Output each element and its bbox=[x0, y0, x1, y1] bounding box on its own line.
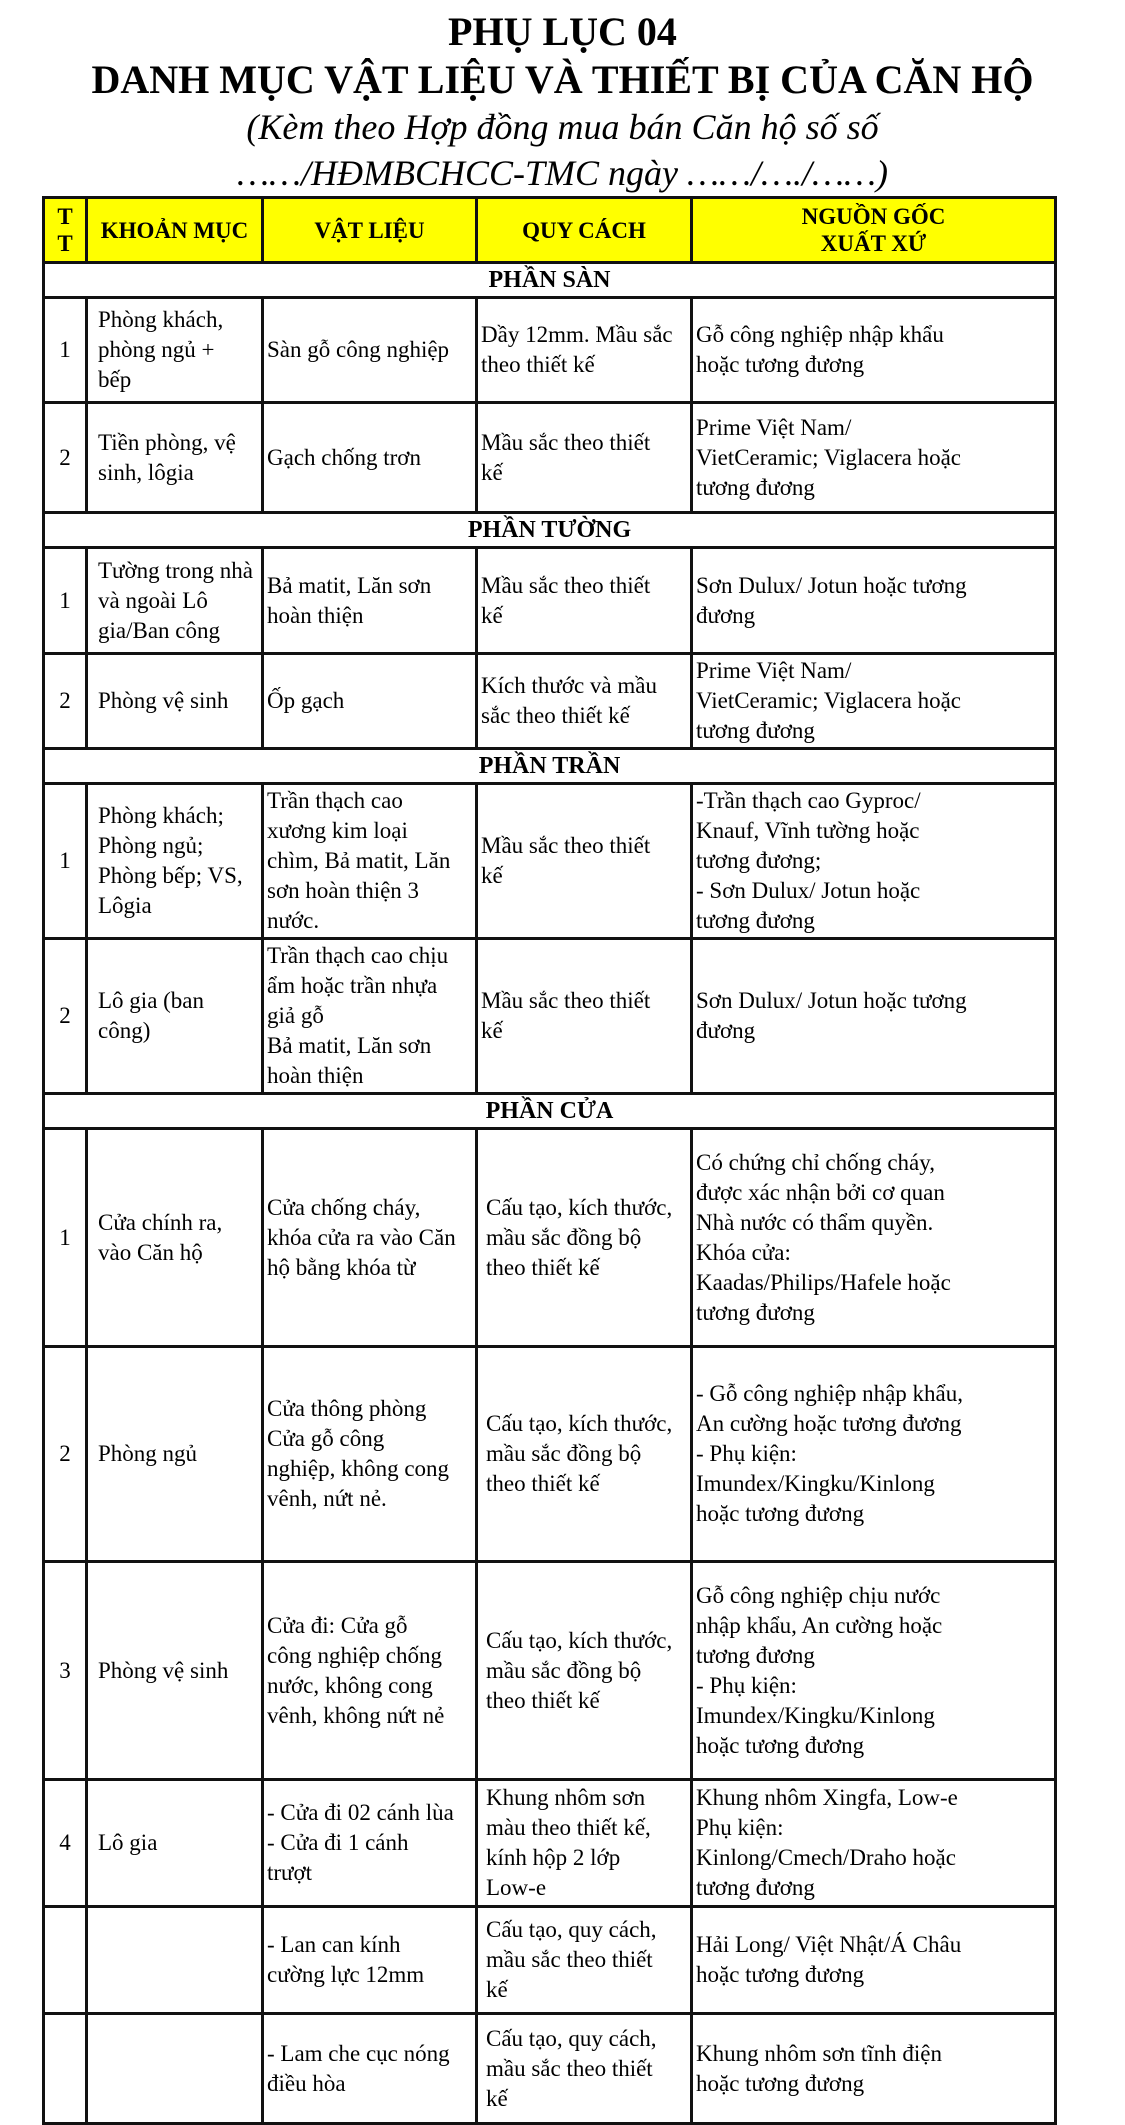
cell-vat-lieu-line: hoàn thiện bbox=[267, 602, 364, 628]
cell-nguon-goc bbox=[692, 939, 1056, 1094]
cell-tt: 2 bbox=[44, 939, 87, 1094]
table-row bbox=[44, 654, 1056, 749]
cell-vat-lieu-line: trượt bbox=[267, 1860, 313, 1885]
cell-nguon-goc-line: đương bbox=[696, 1018, 756, 1043]
cell-nguon-goc-line: hoặc tương đương bbox=[696, 1501, 865, 1526]
cell-khoan-muc bbox=[87, 1347, 263, 1562]
cell-khoan-muc bbox=[87, 403, 263, 513]
cell-vat-lieu bbox=[263, 784, 477, 939]
cell-tt: 1 bbox=[44, 298, 87, 403]
table-row bbox=[44, 1347, 1056, 1562]
cell-vat-lieu-line: Trần thạch cao bbox=[267, 788, 403, 813]
cell-nguon-goc bbox=[692, 403, 1056, 513]
cell-khoan-muc bbox=[87, 548, 263, 654]
cell-vat-lieu-line: khóa cửa ra vào Căn bbox=[267, 1224, 456, 1250]
cell-quy-cach-line: Cấu tạo, kích thước, bbox=[486, 1627, 673, 1653]
cell-vat-lieu-line: Cửa thông phòng bbox=[267, 1396, 427, 1421]
cell-khoan-muc-line: gia/Ban công bbox=[98, 617, 220, 643]
cell-nguon-goc-line: hoặc tương đương bbox=[696, 1732, 865, 1758]
section-row bbox=[44, 749, 1056, 784]
cell-vat-lieu-line: cường lực 12mm bbox=[267, 1962, 425, 1987]
cell-nguon-goc-line: tương đương bbox=[696, 1642, 815, 1668]
cell-vat-lieu-line: hoàn thiện bbox=[267, 1063, 364, 1088]
cell-vat-lieu-line: Bả matit, Lăn sơn bbox=[267, 1033, 432, 1058]
cell-quy-cach-line: Mầu sắc theo thiết bbox=[481, 833, 651, 858]
table-row bbox=[44, 784, 1056, 939]
cell-nguon-goc-line: Imundex/Kingku/Kinlong bbox=[696, 1471, 935, 1496]
cell-vat-lieu bbox=[263, 548, 477, 654]
cell-quy-cach-line: Cấu tạo, kích thước, bbox=[486, 1411, 673, 1436]
cell-quy-cach-line: Kích thước và mầu bbox=[481, 673, 657, 698]
contract-reference-line2: ……/HĐMBCHCC-TMC ngày ……/…./……) bbox=[236, 153, 889, 193]
cell-quy-cach bbox=[477, 1907, 692, 2014]
cell-quy-cach bbox=[477, 2014, 692, 2124]
section-title: PHẦN TRẦN bbox=[44, 749, 1056, 784]
header-nguon-goc-line: XUẤT XỨ bbox=[820, 231, 927, 256]
cell-vat-lieu-line: công nghiệp chống bbox=[267, 1642, 443, 1668]
cell-nguon-goc-line: Phụ kiện: bbox=[696, 1815, 784, 1840]
cell-nguon-goc-line: An cường hoặc tương đương bbox=[696, 1411, 962, 1436]
cell-nguon-goc-line: tương đương bbox=[696, 718, 815, 743]
cell-khoan-muc bbox=[87, 1907, 263, 2014]
cell-quy-cach bbox=[477, 654, 692, 749]
cell-nguon-goc bbox=[692, 1562, 1056, 1780]
cell-quy-cach-line: theo thiết kế bbox=[486, 1687, 600, 1713]
section-row bbox=[44, 513, 1056, 548]
cell-nguon-goc-line: Prime Việt Nam/ bbox=[696, 658, 852, 683]
cell-vat-lieu-line: Cửa đi: Cửa gỗ bbox=[267, 1612, 408, 1638]
cell-vat-lieu-line: - Lan can kính bbox=[267, 1932, 401, 1957]
cell-khoan-muc-line: sinh, lôgia bbox=[98, 459, 194, 485]
cell-khoan-muc-line: Tiền phòng, vệ bbox=[98, 429, 236, 455]
cell-vat-lieu-line: nước. bbox=[267, 908, 320, 933]
cell-khoan-muc bbox=[87, 298, 263, 403]
cell-vat-lieu-line: Cửa chống cháy, bbox=[267, 1194, 421, 1220]
section-title: PHẦN TƯỜNG bbox=[44, 513, 1056, 548]
cell-vat-lieu-line: Cửa gỗ công bbox=[267, 1426, 385, 1451]
cell-vat-lieu-line: Bả matit, Lăn sơn bbox=[267, 572, 432, 598]
cell-vat-lieu-line: - Lam che cục nóng bbox=[267, 2040, 450, 2066]
cell-quy-cach-line: kế bbox=[486, 1977, 508, 2002]
cell-tt: 1 bbox=[44, 548, 87, 654]
cell-quy-cach-line: Cấu tạo, quy cách, bbox=[486, 2025, 657, 2051]
cell-vat-lieu-line: vênh, không nứt nẻ bbox=[267, 1702, 445, 1728]
table-row bbox=[44, 403, 1056, 513]
contract-reference-line1: (Kèm theo Hợp đồng mua bán Căn hộ số số bbox=[246, 107, 879, 147]
cell-nguon-goc-line: - Sơn Dulux/ Jotun hoặc bbox=[696, 878, 921, 903]
cell-vat-lieu bbox=[263, 1347, 477, 1562]
table-row bbox=[44, 1780, 1056, 1907]
cell-vat-lieu-line: điều hòa bbox=[267, 2070, 346, 2096]
cell-quy-cach bbox=[477, 298, 692, 403]
cell-quy-cach-line: Cấu tạo, quy cách, bbox=[486, 1917, 657, 1942]
cell-nguon-goc-line: - Phụ kiện: bbox=[696, 1672, 797, 1698]
cell-vat-lieu-line: Sàn gỗ công nghiệp bbox=[267, 337, 450, 362]
cell-nguon-goc-line: tương đương; bbox=[696, 848, 822, 873]
cell-khoan-muc bbox=[87, 1780, 263, 1907]
cell-nguon-goc-line: hoặc tương đương bbox=[696, 352, 865, 377]
cell-nguon-goc-line: Khung nhôm Xingfa, Low-e bbox=[696, 1785, 958, 1810]
cell-vat-lieu-line: xương kim loại bbox=[267, 818, 408, 843]
materials-table bbox=[42, 196, 1057, 2125]
cell-nguon-goc-line: nhập khẩu, An cường hoặc bbox=[696, 1612, 943, 1638]
cell-vat-lieu bbox=[263, 1780, 477, 1907]
cell-nguon-goc bbox=[692, 548, 1056, 654]
cell-tt: 1 bbox=[44, 784, 87, 939]
cell-vat-lieu-line: Trần thạch cao chịu bbox=[267, 943, 449, 968]
cell-quy-cach-line: Cấu tạo, kích thước, bbox=[486, 1194, 673, 1220]
section-row bbox=[44, 263, 1056, 298]
cell-quy-cach-line: Mầu sắc theo thiết bbox=[481, 572, 651, 598]
cell-vat-lieu bbox=[263, 298, 477, 403]
cell-nguon-goc-line: được xác nhận bởi cơ quan bbox=[696, 1179, 945, 1205]
cell-tt: 4 bbox=[44, 1780, 87, 1907]
cell-vat-lieu bbox=[263, 939, 477, 1094]
header-nguon-goc bbox=[692, 198, 1056, 263]
cell-quy-cach bbox=[477, 784, 692, 939]
cell-vat-lieu-line: giả gỗ bbox=[267, 1003, 324, 1028]
cell-khoan-muc-line: bếp bbox=[98, 367, 132, 392]
cell-quy-cach bbox=[477, 1780, 692, 1907]
cell-khoan-muc-line: Lô gia bbox=[98, 1830, 158, 1855]
cell-quy-cach-line: mầu sắc đồng bộ bbox=[486, 1224, 642, 1250]
section-title: PHẦN CỬA bbox=[44, 1094, 1056, 1129]
table-row bbox=[44, 1907, 1056, 2014]
cell-nguon-goc-line: hoặc tương đương bbox=[696, 1962, 865, 1987]
cell-quy-cach-line: Khung nhôm sơn bbox=[486, 1785, 646, 1810]
cell-nguon-goc bbox=[692, 1129, 1056, 1347]
cell-quy-cach-line: kế bbox=[481, 1018, 503, 1043]
cell-khoan-muc-line: Lô gia (ban bbox=[98, 988, 205, 1013]
cell-khoan-muc-line: Lôgia bbox=[98, 893, 152, 918]
cell-khoan-muc-line: Tường trong nhà bbox=[98, 557, 253, 583]
cell-quy-cach bbox=[477, 403, 692, 513]
cell-nguon-goc-line: hoặc tương đương bbox=[696, 2070, 865, 2096]
header-tt-line: T bbox=[57, 204, 73, 229]
cell-quy-cach-line: mầu sắc theo thiết bbox=[486, 2055, 653, 2081]
cell-vat-lieu-line: nghiệp, không cong bbox=[267, 1456, 450, 1481]
cell-vat-lieu bbox=[263, 1562, 477, 1780]
cell-nguon-goc-line: Gỗ công nghiệp chịu nước bbox=[696, 1582, 941, 1608]
cell-khoan-muc-line: Cửa chính ra, bbox=[98, 1209, 223, 1235]
cell-nguon-goc-line: Có chứng chỉ chống cháy, bbox=[696, 1149, 935, 1175]
cell-vat-lieu bbox=[263, 403, 477, 513]
cell-vat-lieu-line: nước, không cong bbox=[267, 1672, 433, 1698]
cell-khoan-muc bbox=[87, 1562, 263, 1780]
cell-tt: 3 bbox=[44, 1562, 87, 1780]
cell-nguon-goc-line: Sơn Dulux/ Jotun hoặc tương bbox=[696, 988, 967, 1013]
cell-vat-lieu bbox=[263, 2014, 477, 2124]
cell-vat-lieu bbox=[263, 1129, 477, 1347]
cell-tt: 2 bbox=[44, 403, 87, 513]
cell-nguon-goc-line: Hải Long/ Việt Nhật/Á Châu bbox=[696, 1932, 962, 1957]
cell-nguon-goc-line: Khung nhôm sơn tĩnh điện bbox=[696, 2040, 942, 2066]
cell-quy-cach-line: kính hộp 2 lớp bbox=[486, 1845, 621, 1870]
cell-tt: 1 bbox=[44, 1129, 87, 1347]
table-body bbox=[44, 263, 1056, 2124]
cell-quy-cach-line: Low-e bbox=[486, 1875, 547, 1900]
cell-nguon-goc-line: Khóa cửa: bbox=[696, 1239, 791, 1265]
header-tt bbox=[44, 198, 87, 263]
cell-quy-cach bbox=[477, 1129, 692, 1347]
cell-nguon-goc bbox=[692, 1907, 1056, 2014]
cell-nguon-goc-line: Gỗ công nghiệp nhập khẩu bbox=[696, 322, 944, 347]
table-row bbox=[44, 298, 1056, 403]
cell-nguon-goc-line: đương bbox=[696, 602, 756, 628]
table-row bbox=[44, 939, 1056, 1094]
cell-khoan-muc-line: Phòng bếp; VS, bbox=[98, 863, 243, 888]
cell-quy-cach-line: kế bbox=[481, 863, 503, 888]
cell-vat-lieu-line: - Cửa đi 02 cánh lùa bbox=[267, 1800, 454, 1825]
cell-tt bbox=[44, 1907, 87, 2014]
cell-quy-cach-line: Mầu sắc theo thiết bbox=[481, 988, 651, 1013]
cell-nguon-goc-line: VietCeramic; Viglacera hoặc bbox=[696, 688, 962, 713]
cell-nguon-goc-line: VietCeramic; Viglacera hoặc bbox=[696, 444, 962, 470]
cell-khoan-muc-line: vào Căn hộ bbox=[98, 1239, 203, 1265]
table-row bbox=[44, 548, 1056, 654]
document-title-block bbox=[0, 0, 1125, 196]
cell-khoan-muc bbox=[87, 784, 263, 939]
cell-nguon-goc bbox=[692, 1347, 1056, 1562]
cell-vat-lieu bbox=[263, 1907, 477, 2014]
cell-nguon-goc-line: tương đương bbox=[696, 908, 815, 933]
cell-tt: 2 bbox=[44, 654, 87, 749]
table-row bbox=[44, 1129, 1056, 1347]
cell-quy-cach-line: Mầu sắc theo thiết bbox=[481, 429, 651, 455]
cell-khoan-muc bbox=[87, 1129, 263, 1347]
cell-vat-lieu-line: ẩm hoặc trần nhựa bbox=[267, 973, 438, 998]
section-title: PHẦN SÀN bbox=[44, 263, 1056, 298]
cell-nguon-goc-line: - Gỗ công nghiệp nhập khẩu, bbox=[696, 1381, 963, 1406]
cell-nguon-goc bbox=[692, 2014, 1056, 2124]
cell-quy-cach bbox=[477, 1562, 692, 1780]
cell-khoan-muc-line: Phòng vệ sinh bbox=[98, 1657, 229, 1683]
cell-quy-cach-line: mầu sắc đồng bộ bbox=[486, 1657, 642, 1683]
cell-nguon-goc bbox=[692, 298, 1056, 403]
header-quy-cach: QUY CÁCH bbox=[477, 198, 692, 263]
cell-vat-lieu-line: - Cửa đi 1 cánh bbox=[267, 1830, 409, 1855]
cell-nguon-goc-line: -Trần thạch cao Gyproc/ bbox=[696, 788, 921, 813]
cell-quy-cach-line: mầu sắc theo thiết bbox=[486, 1947, 653, 1972]
cell-quy-cach-line: sắc theo thiết kế bbox=[481, 703, 630, 728]
cell-vat-lieu-line: vênh, nứt nẻ. bbox=[267, 1486, 387, 1511]
cell-quy-cach-line: kế bbox=[481, 602, 503, 628]
header-vat-lieu: VẬT LIỆU bbox=[263, 198, 477, 263]
cell-khoan-muc-line: và ngoài Lô bbox=[98, 587, 208, 613]
cell-quy-cach-line: kế bbox=[481, 459, 503, 485]
cell-quy-cach-line: mầu sắc đồng bộ bbox=[486, 1441, 642, 1466]
header-nguon-goc-line: NGUỒN GỐC bbox=[801, 204, 946, 229]
cell-khoan-muc-line: Phòng khách; bbox=[98, 803, 224, 828]
cell-quy-cach bbox=[477, 1347, 692, 1562]
cell-vat-lieu-line: sơn hoàn thiện 3 bbox=[267, 878, 420, 903]
cell-tt: 2 bbox=[44, 1347, 87, 1562]
cell-nguon-goc-line: Kinlong/Cmech/Draho hoặc bbox=[696, 1845, 956, 1870]
cell-nguon-goc-line: tương đương bbox=[696, 474, 815, 500]
cell-quy-cach-line: theo thiết kế bbox=[486, 1254, 600, 1280]
cell-nguon-goc-line: Imundex/Kingku/Kinlong bbox=[696, 1702, 935, 1728]
cell-khoan-muc-line: Phòng ngủ bbox=[98, 1441, 198, 1466]
list-title: DANH MỤC VẬT LIỆU VÀ THIẾT BỊ CỦA CĂN HỘ bbox=[91, 57, 1034, 102]
cell-quy-cach bbox=[477, 548, 692, 654]
cell-vat-lieu-line: chìm, Bả matit, Lăn bbox=[267, 848, 451, 873]
cell-quy-cach-line: màu theo thiết kế, bbox=[486, 1815, 651, 1840]
cell-vat-lieu-line: hộ bằng khóa từ bbox=[267, 1254, 416, 1280]
cell-khoan-muc-line: Phòng vệ sinh bbox=[98, 688, 229, 713]
cell-nguon-goc bbox=[692, 784, 1056, 939]
cell-khoan-muc-line: Phòng khách, bbox=[98, 307, 224, 332]
cell-tt bbox=[44, 2014, 87, 2124]
cell-quy-cach-line: kế bbox=[486, 2085, 508, 2111]
table-row bbox=[44, 1562, 1056, 1780]
cell-nguon-goc-line: tương đương bbox=[696, 1299, 815, 1325]
cell-quy-cach-line: Dầy 12mm. Mầu sắc bbox=[481, 322, 673, 347]
cell-khoan-muc bbox=[87, 939, 263, 1094]
cell-quy-cach bbox=[477, 939, 692, 1094]
cell-nguon-goc-line: tương đương bbox=[696, 1875, 815, 1900]
cell-nguon-goc-line: Sơn Dulux/ Jotun hoặc tương bbox=[696, 572, 967, 598]
section-row bbox=[44, 1094, 1056, 1129]
cell-khoan-muc-line: Phòng ngủ; bbox=[98, 833, 204, 858]
cell-khoan-muc bbox=[87, 2014, 263, 2124]
cell-quy-cach-line: theo thiết kế bbox=[486, 1471, 600, 1496]
table-row bbox=[44, 2014, 1056, 2124]
cell-nguon-goc-line: Kaadas/Philips/Hafele hoặc bbox=[696, 1269, 951, 1295]
cell-nguon-goc-line: Knauf, Vĩnh tường hoặc bbox=[696, 818, 920, 843]
cell-nguon-goc-line: Nhà nước có thẩm quyền. bbox=[696, 1209, 934, 1235]
cell-nguon-goc-line: - Phụ kiện: bbox=[696, 1441, 797, 1466]
cell-nguon-goc-line: Prime Việt Nam/ bbox=[696, 414, 852, 440]
cell-vat-lieu-line: Ốp gạch bbox=[267, 688, 345, 713]
cell-khoan-muc bbox=[87, 654, 263, 749]
cell-khoan-muc-line: công) bbox=[98, 1018, 151, 1043]
cell-vat-lieu-line: Gạch chống trơn bbox=[267, 444, 421, 470]
cell-nguon-goc bbox=[692, 1780, 1056, 1907]
table-header-row bbox=[44, 198, 1056, 263]
header-tt-line: T bbox=[57, 231, 73, 256]
cell-vat-lieu bbox=[263, 654, 477, 749]
appendix-title: PHỤ LỤC 04 bbox=[448, 9, 677, 54]
header-khoan-muc: KHOẢN MỤC bbox=[87, 198, 263, 263]
cell-nguon-goc bbox=[692, 654, 1056, 749]
cell-khoan-muc-line: phòng ngủ + bbox=[98, 337, 215, 362]
cell-quy-cach-line: theo thiết kế bbox=[481, 352, 595, 377]
